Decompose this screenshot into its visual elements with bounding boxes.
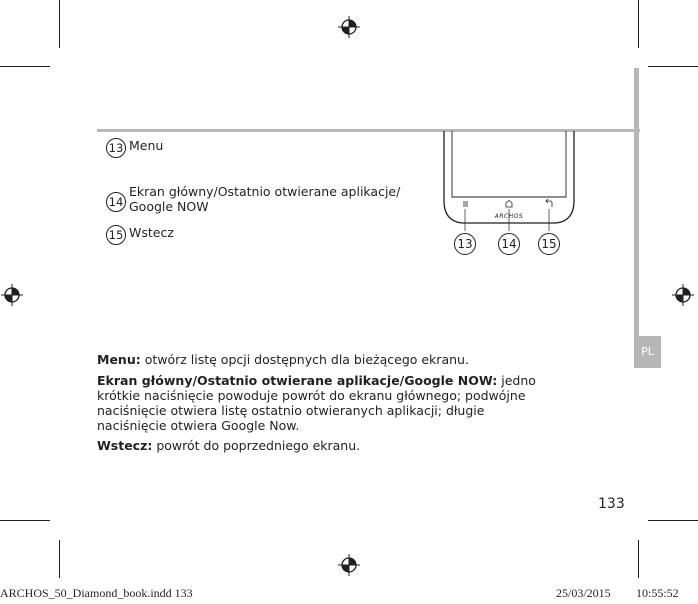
crop-mark-bottom-right-v — [638, 540, 639, 578]
slug-time: 10:55:52 — [636, 586, 679, 600]
language-tab-label: PL — [641, 345, 654, 358]
crop-mark-bottom-right-h — [648, 520, 698, 521]
phone-brand-label: ARCHOS — [494, 213, 524, 220]
phone-home-key-icon — [506, 201, 512, 208]
registration-mark-left-icon — [1, 284, 23, 306]
description-text: otwórz listę opcji dostępnych dla bieżącego ekranu. — [140, 352, 469, 367]
callout-number: 15 — [106, 225, 126, 245]
description-term: Menu: — [97, 352, 141, 367]
phone-marker-15: 15 — [538, 233, 560, 255]
callout-15 — [106, 225, 174, 245]
language-tab — [634, 336, 661, 368]
slug-filename: ARCHOS_50_Diamond_book.indd 133 — [0, 586, 193, 600]
callout-label-line1: Ekran główny/Ostatnio otwierane aplikacje/ — [129, 184, 401, 199]
callout-number: 14 — [106, 192, 126, 212]
crop-mark-top-left-h — [0, 66, 50, 67]
callout-13 — [106, 138, 163, 158]
description-menu — [97, 352, 537, 367]
phone-marker-13: 13 — [454, 233, 476, 255]
phone-menu-key-icon — [463, 202, 468, 206]
callout-label-line2: Google NOW — [129, 199, 209, 214]
side-edge-bar — [634, 68, 639, 336]
page-number: 133 — [598, 496, 625, 512]
callout-label: Wstecz — [129, 225, 174, 240]
callout-14 — [106, 184, 400, 214]
description-term: Wstecz: — [97, 438, 153, 453]
callout-number: 13 — [106, 138, 126, 158]
callout-label: Menu — [129, 138, 164, 153]
crop-mark-top-right-h — [648, 66, 698, 67]
crop-mark-bottom-left-v — [59, 540, 60, 578]
description-back — [97, 438, 537, 453]
description-text: powrót do poprzedniego ekranu. — [152, 438, 361, 453]
crop-mark-top-left-v — [59, 0, 60, 48]
registration-mark-bottom-icon — [338, 554, 360, 576]
phone-back-key-icon — [546, 199, 552, 207]
phone-marker-14: 14 — [498, 233, 520, 255]
callout-label — [129, 184, 400, 214]
description-home — [97, 373, 537, 433]
slug-date: 25/03/2015 — [556, 586, 611, 600]
crop-mark-bottom-left-h — [0, 520, 50, 521]
registration-mark-right-icon — [672, 284, 694, 306]
description-text: jedno krótkie naciśnięcie powoduje powrót do ekranu głównego; podwójne naciśnięcie otwiera listę ostatnio otwieranych aplikacji; długie naciśnięcie otwiera Google Now. — [97, 373, 536, 433]
crop-mark-top-right-v — [638, 0, 639, 48]
registration-mark-top-icon — [338, 16, 360, 38]
description-term: Ekran główny/Ostatnio otwierane aplikacje/Google NOW: — [97, 373, 498, 388]
